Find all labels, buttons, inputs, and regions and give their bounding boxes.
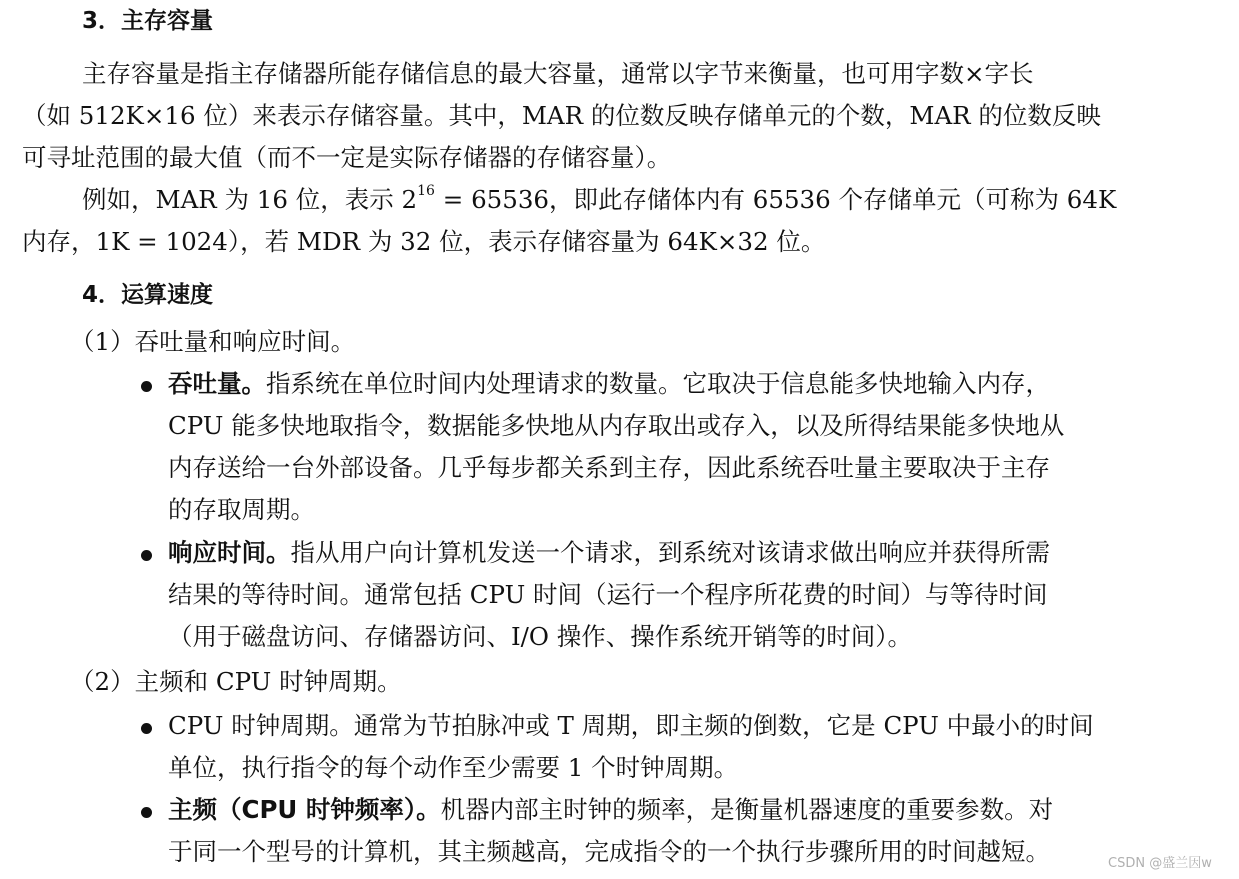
throughput-definition: 指系统在单位时间内处理请求的数量。它取决于信息能多快地输入内存， (266, 369, 1050, 398)
subsection-1-title: （1）吞吐量和响应时间。 (70, 327, 356, 356)
throughput-line-3: 内存送给一台外部设备。几乎每步都关系到主存，因此系统吞吐量主要取决于主存 (168, 453, 1050, 482)
bullet-icon (141, 807, 152, 818)
section-3-paragraph-1-line-2: （如 512K×16 位）来表示存储容量。其中，MAR 的位数反映存储单元的个数，MAR 的位数反映 (22, 101, 1101, 130)
main-frequency-definition: 机器内部主时钟的频率，是衡量机器速度的重要参数。对 (440, 795, 1054, 824)
throughput-term: 吞吐量。 (168, 369, 266, 398)
response-time-definition: 指从用户向计算机发送一个请求，到系统对该请求做出响应并获得所需 (290, 538, 1050, 567)
main-frequency-term: 主频（CPU 时钟频率）。 (168, 795, 441, 824)
response-time-line-1 (168, 538, 1050, 567)
main-frequency-line-1 (168, 795, 1054, 824)
throughput-line-2: CPU 能多快地取指令，数据能多快地从内存取出或存入，以及所得结果能多快地从 (168, 411, 1065, 440)
response-time-term: 响应时间。 (168, 538, 291, 567)
bullet-icon (141, 550, 152, 561)
example-text-start: 例如，MAR 为 16 位，表示 2 (82, 185, 418, 214)
bullet-icon (141, 381, 152, 392)
section-3-paragraph-2-line-2: 内存，1K = 1024），若 MDR 为 32 位，表示存储容量为 64K×32 位。 (22, 227, 826, 256)
section-3-paragraph-1-line-1: 主存容量是指主存储器所能存储信息的最大容量，通常以字节来衡量，也可用字数×字长 (82, 59, 1034, 88)
section-3-heading: 3．主存容量 (82, 8, 214, 34)
bullet-icon (141, 723, 152, 734)
section-3-paragraph-1-line-3: 可寻址范围的最大值（而不一定是实际存储器的存储容量）。 (22, 143, 672, 172)
response-time-line-3: （用于磁盘访问、存储器访问、I/O 操作、操作系统开销等的时间）。 (168, 622, 913, 651)
subsection-2-title: （2）主频和 CPU 时钟周期。 (70, 667, 402, 696)
throughput-line-4: 的存取周期。 (168, 495, 315, 524)
throughput-line-1 (168, 369, 1050, 398)
exponent: 16 (417, 183, 435, 199)
response-time-line-2: 结果的等待时间。通常包括 CPU 时间（运行一个程序所花费的时间）与等待时间 (168, 580, 1048, 609)
watermark: CSDN @盛兰因w (1108, 856, 1212, 871)
cpu-clock-cycle-line-1: CPU 时钟周期。通常为节拍脉冲或 T 周期，即主频的倒数，它是 CPU 中最小的时间 (168, 711, 1094, 740)
example-text-end: = 65536，即此存储体内有 65536 个存储单元（可称为 64K (434, 185, 1117, 214)
cpu-clock-cycle-line-2: 单位，执行指令的每个动作至少需要 1 个时钟周期。 (168, 753, 739, 782)
section-4-heading: 4．运算速度 (82, 282, 214, 308)
main-frequency-line-2: 于同一个型号的计算机，其主频越高，完成指令的一个执行步骤所用的时间越短。 (168, 837, 1050, 866)
section-3-paragraph-2-line-1 (82, 183, 1117, 214)
